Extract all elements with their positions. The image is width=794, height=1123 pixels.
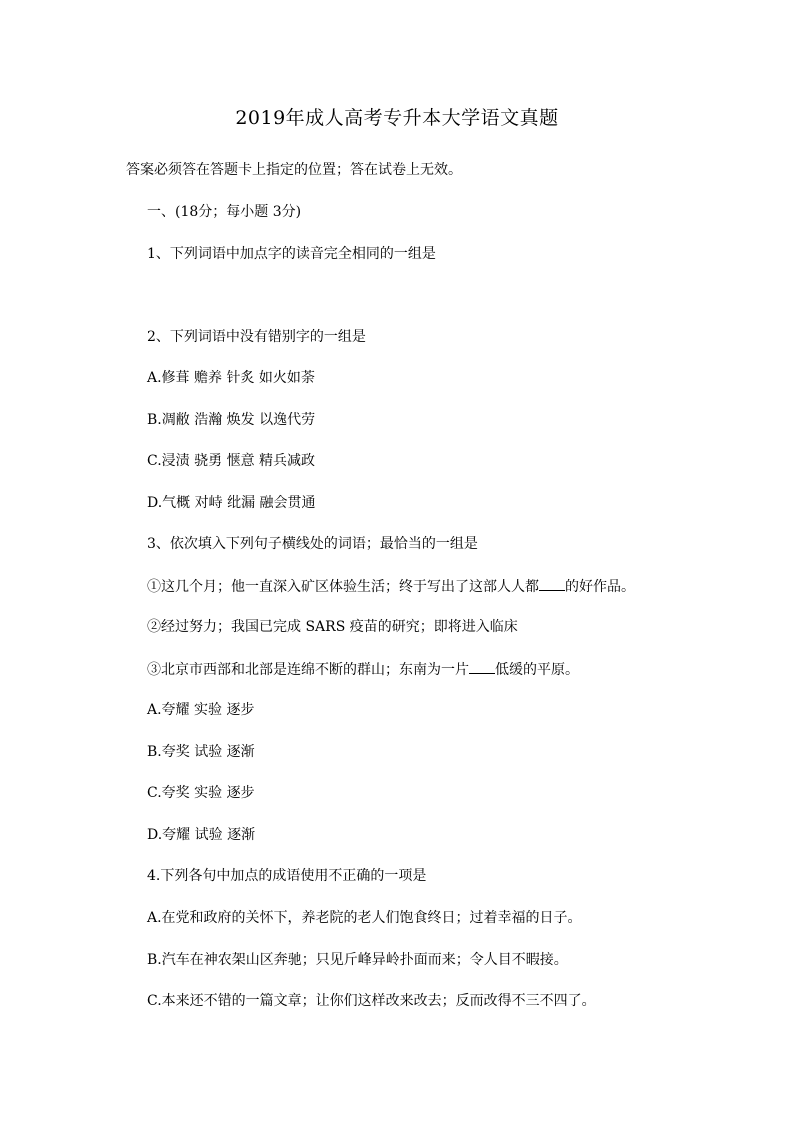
instruction-text: 答案必须答在答题卡上指定的位置；答在试卷上无效。 — [126, 162, 462, 178]
sentence-1-before: ①这几个月；他一直深入矿区体验生活；终于写出了这部人人都 — [147, 579, 539, 595]
question-2-option-a: A.修葺 赡养 针炙 如火如荼 — [147, 370, 315, 386]
sentence-3-after: 低缓的平原。 — [495, 662, 579, 678]
question-2-option-b: B.凋敝 浩瀚 焕发 以逸代劳 — [147, 412, 316, 428]
sentence-2-before: ②经过努力；我国已完成 SARS 疫苗的研究；即将进入临床 — [147, 619, 518, 635]
question-3-stem: 3、依次填入下列句子横线处的词语；最恰当的一组是 — [147, 536, 478, 552]
question-3-option-b: B.夸奖 试验 逐渐 — [147, 744, 255, 760]
question-3-option-c: C.夸奖 实验 逐步 — [147, 785, 255, 801]
fill-blank — [469, 659, 495, 674]
section-heading: 一、(18分；每小题 3分) — [147, 204, 302, 220]
sentence-3-before: ③北京市西部和北部是连绵不断的群山；东南为一片 — [147, 662, 469, 678]
question-4-option-c: C.本来还不错的一篇文章；让你们这样改来改去；反而改得不三不四了。 — [147, 993, 596, 1009]
question-2-option-d: D.气概 对峙 纰漏 融会贯通 — [147, 495, 316, 511]
question-4-stem: 4.下列各句中加点的成语使用不正确的一项是 — [147, 868, 427, 884]
question-1-stem: 1、下列词语中加点字的读音完全相同的一组是 — [147, 246, 436, 262]
question-2-option-c: C.浸渍 骁勇 惬意 精兵减政 — [147, 453, 316, 469]
fill-blank — [539, 576, 565, 591]
question-3-option-d: D.夸耀 试验 逐渐 — [147, 827, 256, 843]
page-title: 2019年成人高考专升本大学语文真题 — [235, 107, 559, 129]
question-3-sentence-2 — [147, 617, 518, 637]
question-3-option-a: A.夸耀 实验 逐步 — [147, 702, 255, 718]
question-4-option-b: B.汽车在神农架山区奔驰；只见斤峰异岭扑面而来；令人目不暇接。 — [147, 952, 568, 968]
question-3-sentence-3 — [147, 659, 579, 680]
question-4-option-a: A.在党和政府的关怀下，养老院的老人们饱食终日；过着幸福的日子。 — [147, 910, 582, 926]
sentence-1-after: 的好作品。 — [565, 579, 635, 595]
question-3-sentence-1 — [147, 576, 635, 597]
question-2-stem: 2、下列词语中没有错别字的一组是 — [147, 329, 366, 345]
